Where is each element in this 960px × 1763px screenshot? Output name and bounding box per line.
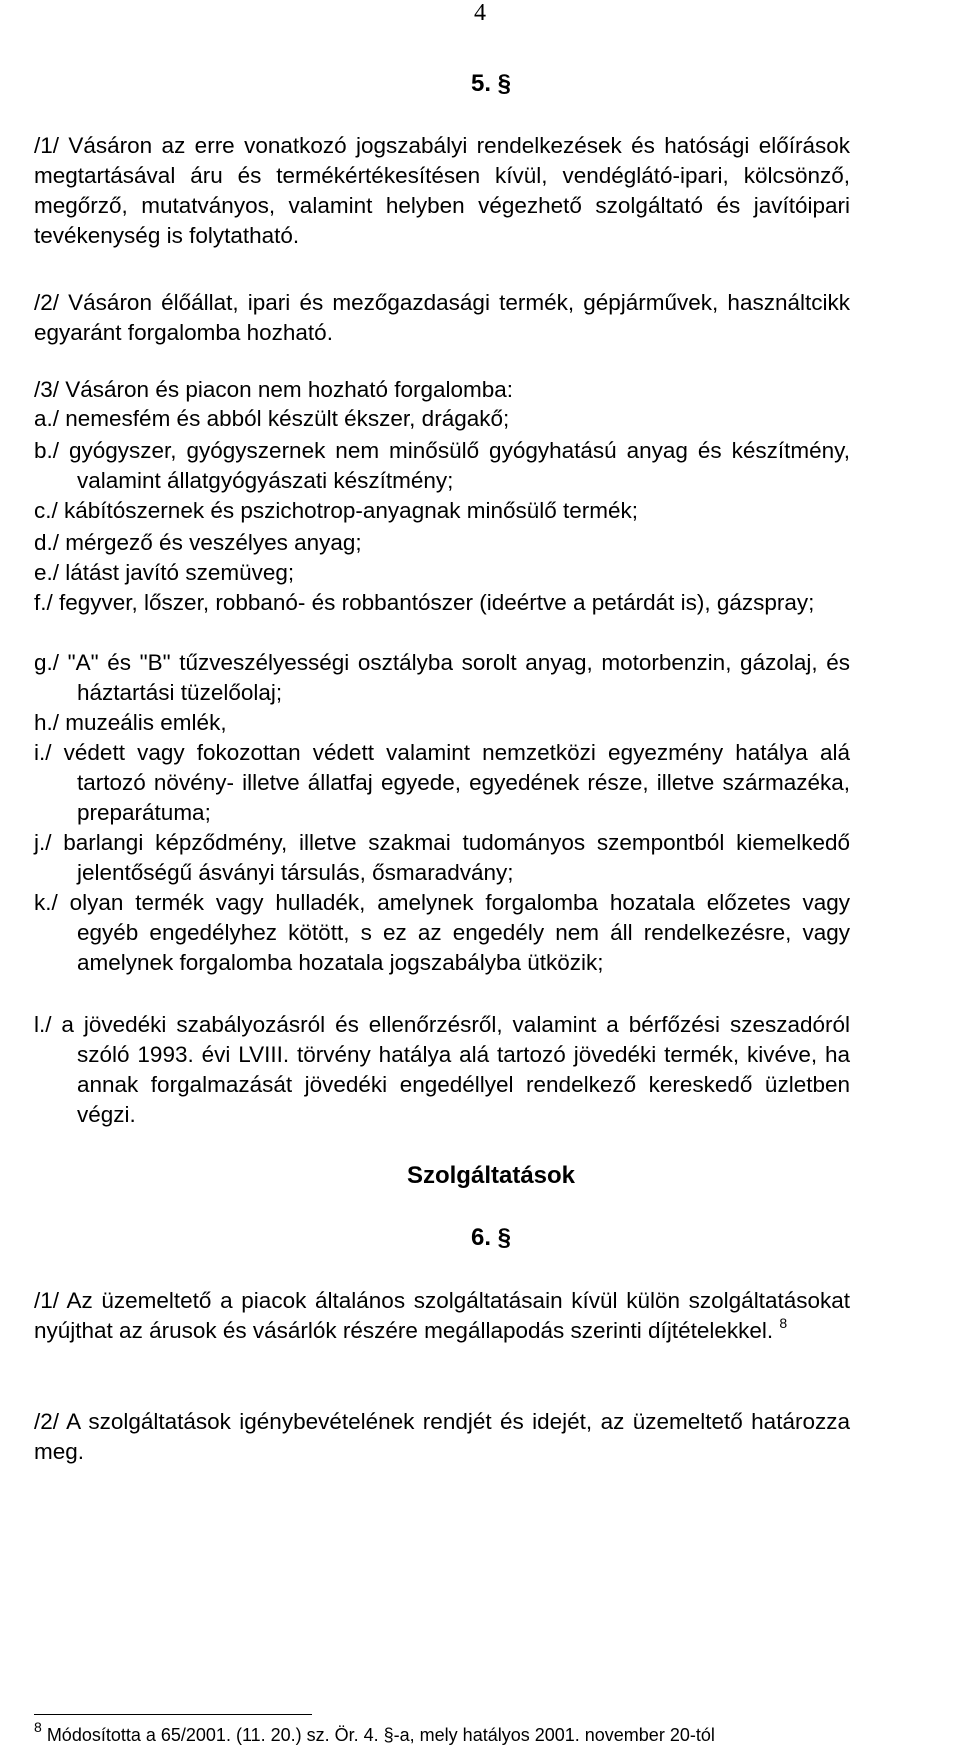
section-5-paragraph-2: /2/ Vásáron élőállat, ipari és mezőgazdasági termék, gépjárművek, használtcikk egyaránt forgalomba hozható. — [34, 290, 850, 345]
section-5-paragraph-1: /1/ Vásáron az erre vonatkozó jogszabályi rendelkezések és hatósági előírások megtartásával áru és termékértékesítésen kívül, vendéglátó-ipari, kölcsönző, megőrző, mutatványos, valamint helyben végezhető szolgáltató és javítóipari tevékenység is folytatható. — [34, 133, 850, 248]
footnote-text: Módosította a 65/2001. (11. 20.) sz. Ör. 4. §-a, mely hatályos 2001. november 20-tól — [46, 1725, 715, 1745]
list-item-l: l./ a jövedéki szabályozásról és ellenőrzésről, valamint a bérfőzési szeszadóról szóló 1993. évi LVIII. törvény hatálya alá tartozó jövedéki termék, kivéve, ha annak forgalmazását jövedéki engedéllyel rendelkező kereskedő üzletben végzi. — [34, 1012, 850, 1127]
section-5-heading: 5. § — [470, 70, 512, 97]
list-item-g: g./ "A" és "B" tűzveszélyességi osztályba sorolt anyag, motorbenzin, gázolaj, és háztartási tüzelőolaj; — [34, 650, 850, 705]
section-6-heading: 6. § — [470, 1224, 512, 1251]
list-item-f: f./ fegyver, lőszer, robbanó- és robbantószer (ideértve a petárdát is), gázspray; — [34, 590, 815, 615]
section-6-paragraph-2: /2/ A szolgáltatások igénybevételének rendjét és idejét, az üzemeltető határozza meg. — [34, 1409, 850, 1464]
services-title: Szolgáltatások — [406, 1162, 576, 1189]
section-6-paragraph-1 — [34, 1286, 850, 1346]
list-item-d: d./ mérgező és veszélyes anyag; — [34, 530, 362, 555]
list-item-b: b./ gyógyszer, gyógyszernek nem minősülő gyógyhatású anyag és készítmény, valamint állatgyógyászati készítmény; — [34, 438, 850, 493]
list-item-c: c./ kábítószernek és pszichotrop-anyagnak minősülő termék; — [34, 498, 639, 523]
footnote-number: 8 — [34, 1719, 42, 1735]
list-item-k: k./ olyan termék vagy hulladék, amelynek forgalomba hozatala előzetes vagy egyéb engedélyhez kötött, s ez az engedély nem áll rendelkezésre, vagy amelynek forgalomba hozatala jogszabályba ütközik; — [34, 890, 850, 975]
list-item-e: e./ látást javító szemüveg; — [34, 560, 295, 585]
section-6-paragraph-1-text: /1/ Az üzemeltető a piacok általános szolgáltatásain kívül külön szolgáltatásokat nyújthat az árusok és vásárlók részére megállapodás szerinti díjtételekkel. — [34, 1288, 850, 1343]
page-number: 4 — [474, 0, 486, 26]
footnote — [34, 1721, 884, 1749]
footnote-divider — [34, 1714, 312, 1715]
footnote-reference: 8 — [779, 1314, 788, 1331]
list-item-i: i./ védett vagy fokozottan védett valamint nemzetközi egyezmény hatálya alá tartozó növény- illetve állatfaj egyede, egyedének része, illetve származéka, preparátuma; — [34, 740, 850, 825]
list-item-a: a./ nemesfém és abból készült ékszer, drágakő; — [34, 406, 510, 431]
section-5-paragraph-3-intro: /3/ Vásáron és piacon nem hozható forgalomba: — [34, 377, 514, 402]
list-item-h: h./ muzeális emlék, — [34, 710, 227, 735]
list-item-j: j./ barlangi képződmény, illetve szakmai tudományos szempontból kiemelkedő jelentőségű ásványi társulás, ősmaradvány; — [34, 830, 850, 885]
